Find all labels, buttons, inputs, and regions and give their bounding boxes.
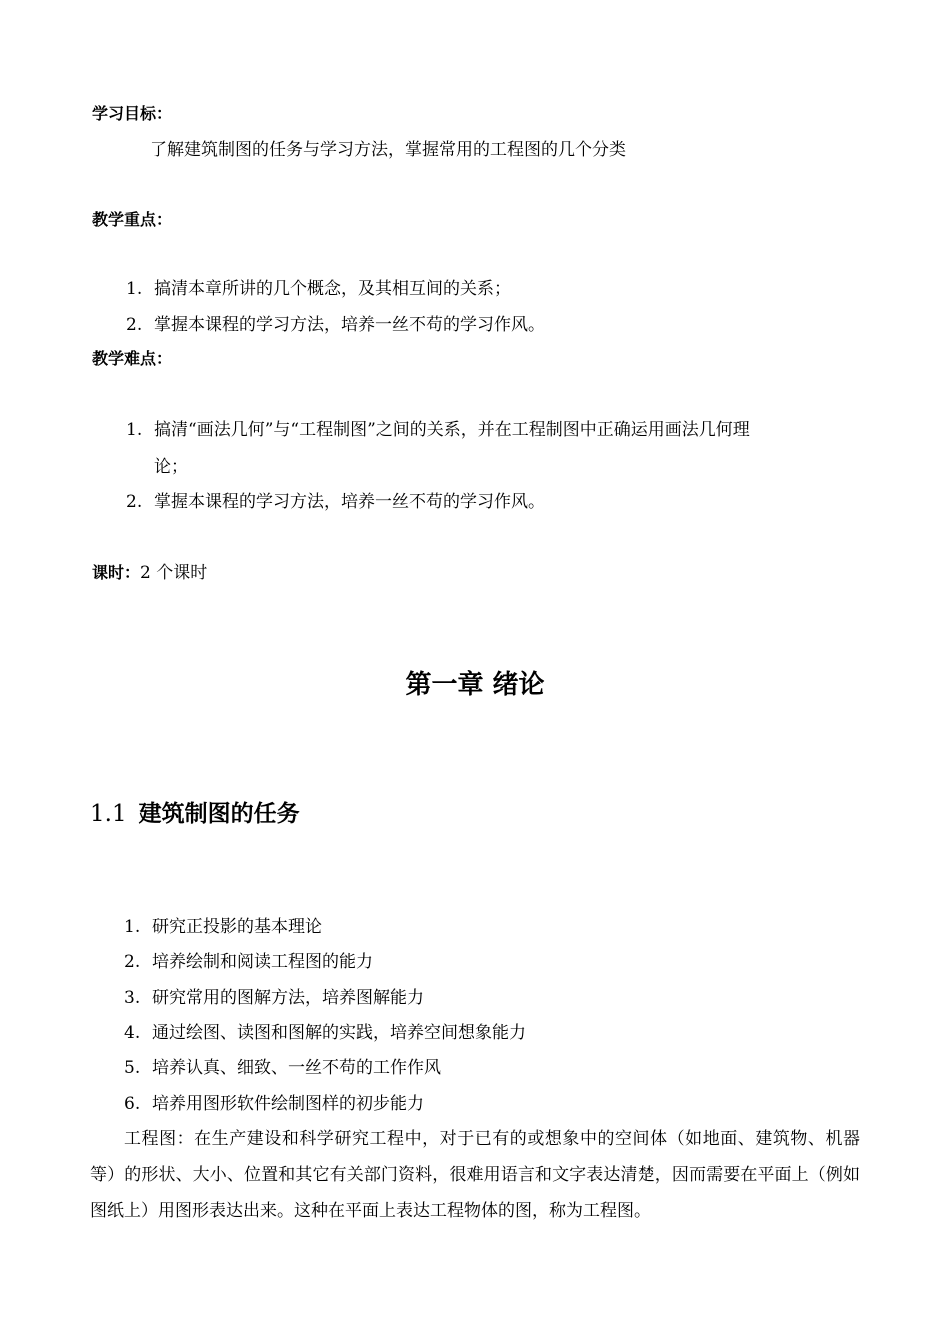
task-number: 5. — [124, 1058, 141, 1078]
key-point-item — [126, 274, 511, 299]
objectives-label: 学习目标： — [92, 104, 173, 123]
task-item — [124, 1089, 424, 1114]
task-item — [124, 1018, 526, 1043]
task-number: 1. — [124, 917, 141, 937]
section-title: 建筑制图的任务 — [138, 800, 300, 827]
task-text: 培养认真、细致、一丝不苟的工作作风 — [152, 1058, 441, 1078]
task-text: 研究正投影的基本理论 — [152, 917, 322, 937]
task-number: 3. — [124, 988, 141, 1008]
difficulty-text-continued: 论； — [154, 457, 188, 477]
task-number: 4. — [124, 1023, 141, 1043]
difficulty-item — [126, 487, 545, 512]
difficulties-label: 教学难点： — [92, 349, 173, 368]
task-text: 培养绘制和阅读工程图的能力 — [152, 952, 373, 972]
hours-label: 课时： — [92, 563, 141, 582]
hours-line — [92, 558, 207, 583]
engineering-drawing-paragraph: 工程图：在生产建设和科学研究工程中，对于已有的或想象中的空间体（如地面、建筑物、机器等）的形状、大小、位置和其它有关部门资料，很难用语言和文字表达清楚，因而需要在平面上（例如图纸上）用图形表达出来。这种在平面上表达工程物体的图，称为工程图。 — [90, 1129, 860, 1221]
section-heading — [90, 795, 300, 828]
task-item — [124, 912, 322, 937]
key-point-number: 1. — [126, 279, 143, 299]
difficulty-item — [126, 415, 750, 440]
hours-value: 2 个课时 — [140, 563, 208, 583]
task-item — [124, 1053, 441, 1078]
task-text: 研究常用的图解方法，培养图解能力 — [152, 988, 424, 1008]
key-point-text: 搞清本章所讲的几个概念，及其相互间的关系； — [154, 279, 511, 299]
task-number: 2. — [124, 952, 141, 972]
key-point-text: 掌握本课程的学习方法，培养一丝不苟的学习作风。 — [154, 315, 545, 335]
key-points-label: 教学重点： — [92, 210, 173, 229]
task-number: 6. — [124, 1094, 141, 1114]
difficulty-number: 2. — [126, 492, 143, 512]
chapter-title: 第一章 绪论 — [405, 670, 545, 700]
task-text: 通过绘图、读图和图解的实践，培养空间想象能力 — [152, 1023, 526, 1043]
section-number: 1.1 — [90, 801, 127, 827]
key-point-number: 2. — [126, 315, 143, 335]
difficulty-text: 掌握本课程的学习方法，培养一丝不苟的学习作风。 — [154, 492, 545, 512]
task-text: 培养用图形软件绘制图样的初步能力 — [152, 1094, 424, 1114]
task-item — [124, 947, 373, 972]
key-point-item — [126, 310, 545, 335]
objectives-text: 了解建筑制图的任务与学习方法，掌握常用的工程图的几个分类 — [150, 140, 626, 160]
difficulty-number: 1. — [126, 420, 143, 440]
task-item — [124, 983, 424, 1008]
difficulty-text: 搞清“画法几何”与“工程制图”之间的关系，并在工程制图中正确运用画法几何理 — [154, 420, 750, 440]
